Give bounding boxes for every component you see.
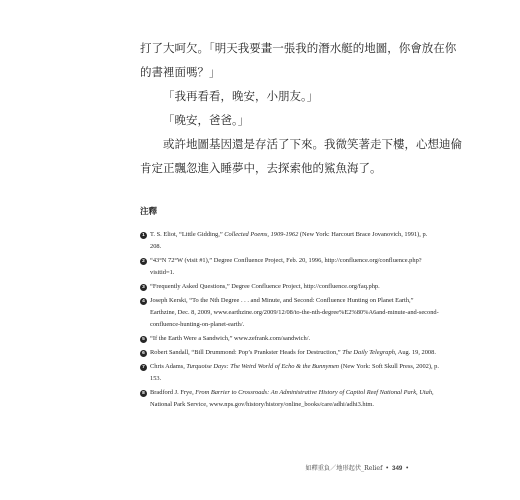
note-text-tail: , Aug. 19, 2008. [394, 349, 436, 356]
note-number-badge: 5 [140, 336, 147, 343]
note-item [140, 347, 440, 359]
note-text: Bradford J. Frye, [150, 389, 196, 396]
note-item [140, 295, 440, 331]
note-title: Turquoise Days: The Weird World of Echo & the Bunnymen [186, 363, 339, 370]
note-text-tail: (New York: Soft Skull Press, 2002), p. 153. [150, 363, 439, 382]
footer-separator: • [385, 465, 390, 472]
note-list [140, 229, 440, 411]
note-number-badge: 8 [140, 390, 147, 397]
note-title: The Daily Telegraph [342, 349, 395, 356]
body-line-5: 或許地圖基因還是存活了下來。我微笑著走下樓，心想迪倫 [163, 137, 462, 151]
body-line-1: 打了大呵欠。「明天我要畫一張我的潛水艇的地圖，你會放在你 [140, 41, 457, 55]
note-number-badge: 6 [140, 350, 147, 357]
note-number-badge: 1 [140, 232, 147, 239]
note-text-tail: , National Park Service, www.nps.gov/history/history/online_books/care/adhi/adhi3.htm. [150, 389, 434, 408]
footer-separator-end: • [405, 465, 409, 472]
note-number-badge: 3 [140, 284, 147, 291]
notes-heading: 注釋 [140, 207, 158, 217]
note-text: T. S. Eliot, “Little Gidding,” [150, 231, 225, 238]
note-text: “Frequently Asked Questions,” Degree Confluence Project, http://confluence.org/faq.php. [150, 283, 380, 290]
note-number-badge: 7 [140, 364, 147, 371]
note-item [140, 333, 440, 345]
body-line-6: 肯定正飄忽進入睡夢中，去探索他的鯊魚海了。 [140, 161, 382, 175]
body-line-2: 的書裡面嗎？」 [140, 65, 221, 79]
note-title: From Barrier to Crossroads: An Administrative History of Capitol Reef National Park, Utah [195, 389, 433, 396]
note-text-tail: (New York: Harcourt Brace Jovanovich, 1991), p. 208. [150, 231, 428, 250]
body-line-3: 「我再看看，晚安，小朋友。」 [163, 89, 319, 103]
notes-section [140, 205, 440, 413]
page-footer [305, 463, 412, 472]
note-item [140, 361, 440, 385]
note-item [140, 255, 440, 279]
note-text: Chris Adams, [150, 363, 187, 370]
note-text: Joseph Kerski, “To the Nth Degree . . . and Minute, and Second: Confluence Hunting on Planet Earth,” Earthzine, Dec. 8, 2009, www.earthzine.org/2009/12/08/to-the-nth-degree%E2%80%A6and-minute-and-second-confluence-hunting-on-planet-earth/. [150, 297, 439, 328]
note-text: Robert Sandall, “Bill Drummond: Pop’s Prankster Heads for Destruction,” [150, 349, 343, 356]
note-item [140, 281, 440, 293]
note-title: Collected Poems, 1909-1962 [224, 231, 299, 238]
note-number-badge: 4 [140, 298, 147, 305]
body-line-4: 「晚安，爸爸。」 [163, 113, 250, 127]
note-item [140, 229, 440, 253]
note-item [140, 387, 440, 411]
running-head: 如釋重負／地形起伏_Relief [305, 465, 383, 472]
page-number: 349 [392, 465, 403, 472]
note-text: “43°N 72°W (visit #1),” Degree Confluence Project, Feb. 20, 1996, http://confluence.org/confluence.php?visitid=1. [150, 257, 422, 276]
note-text: “If the Earth Were a Sandwich,” www.zefrank.com/sandwich/. [150, 335, 311, 342]
note-number-badge: 2 [140, 258, 147, 265]
body-text [140, 36, 462, 180]
